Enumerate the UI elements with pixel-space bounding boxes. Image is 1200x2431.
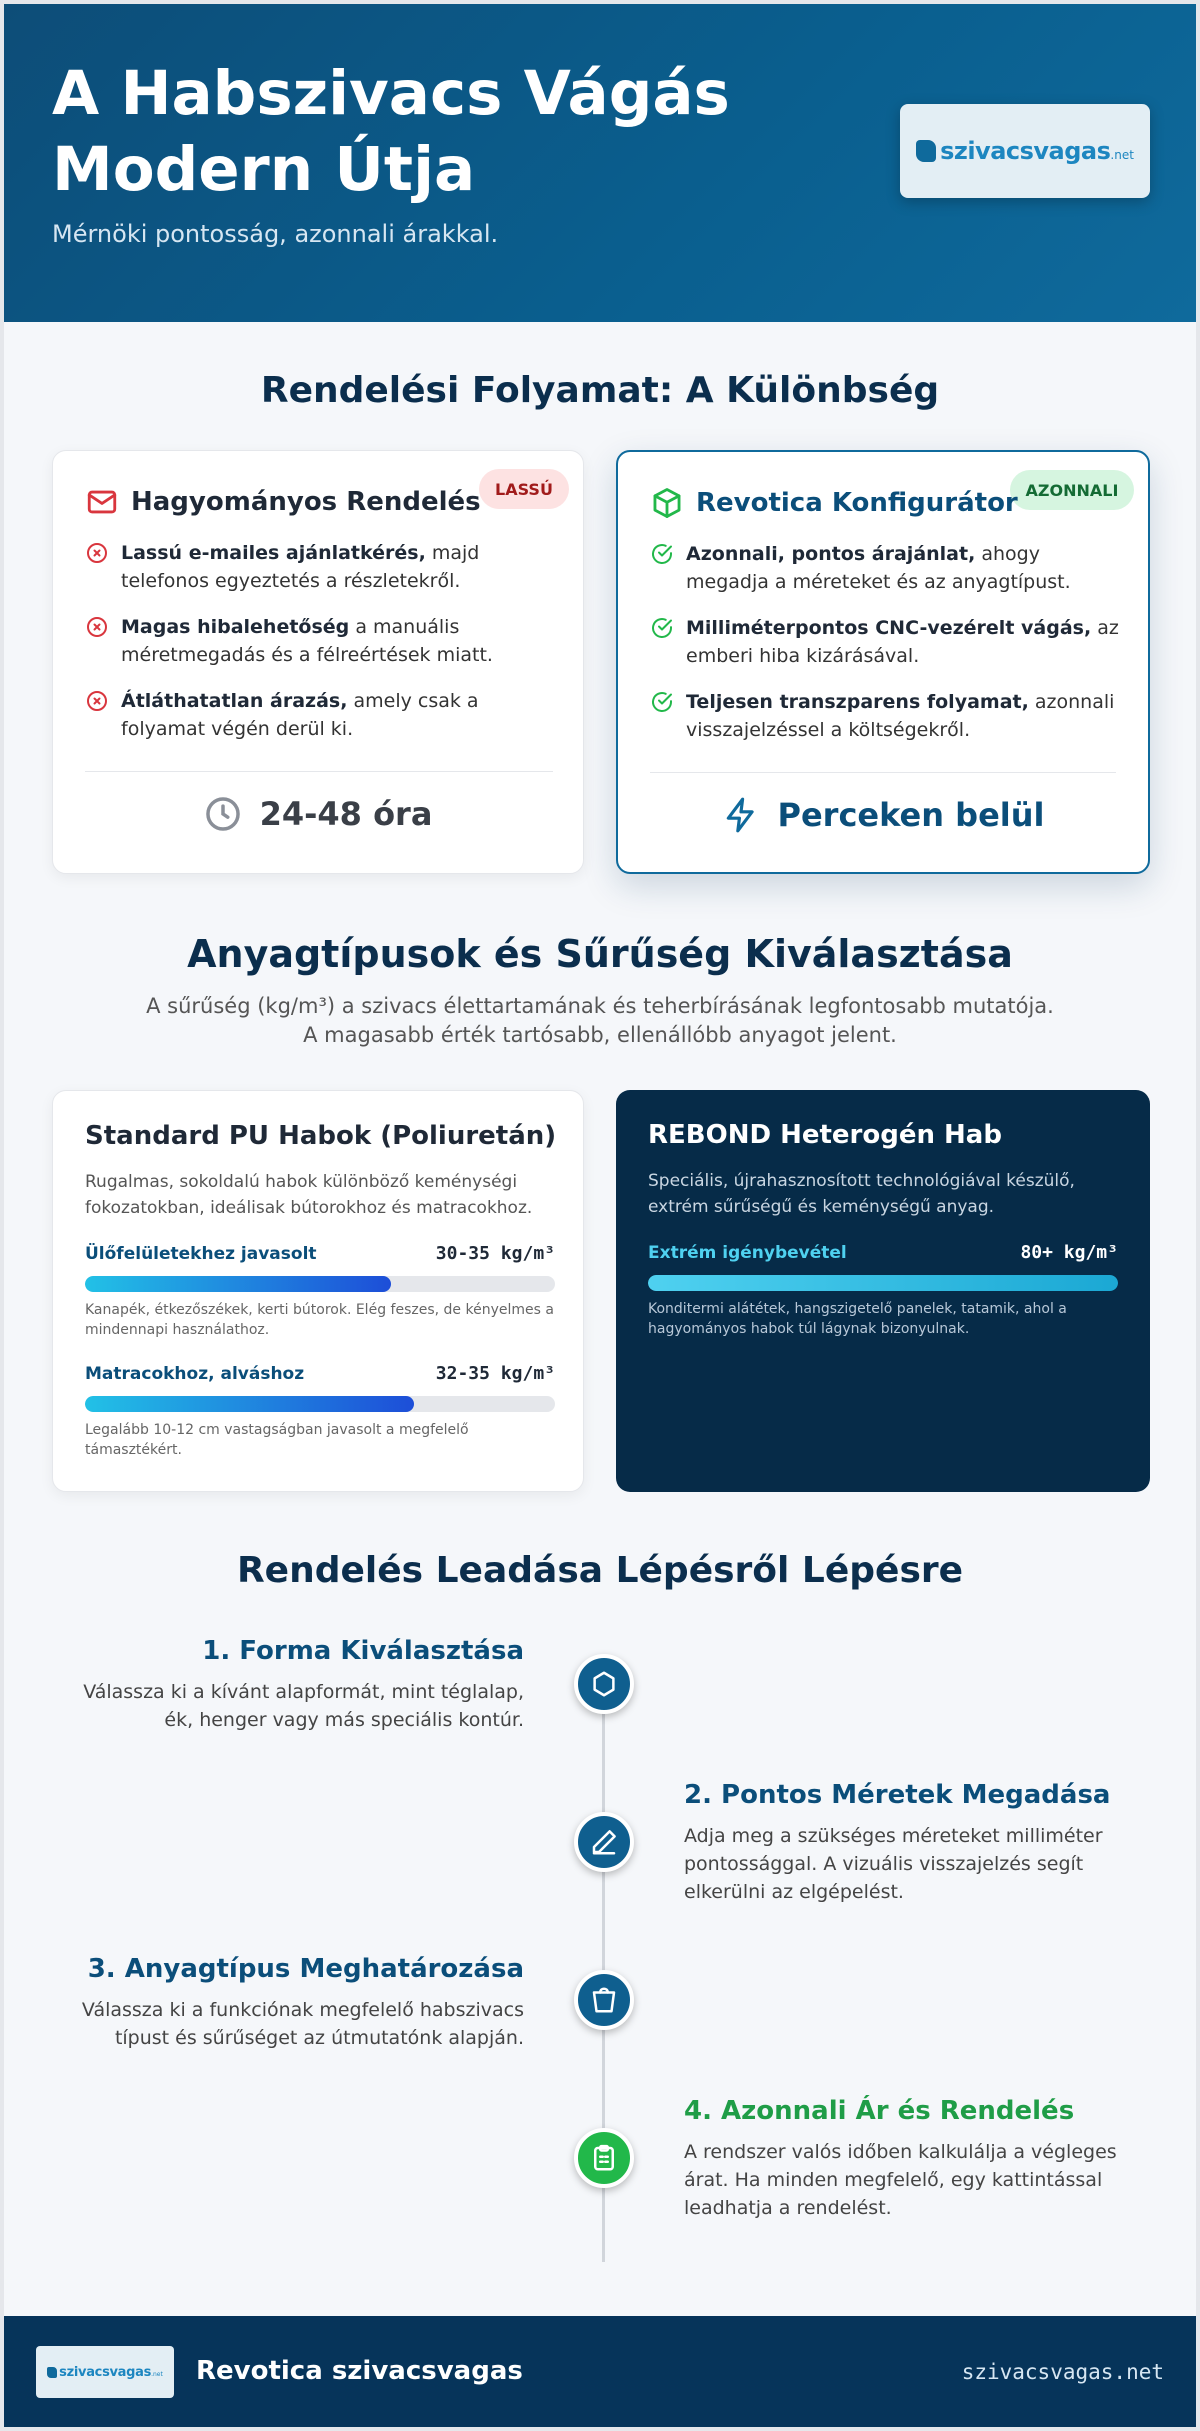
rebond-card-desc: Speciális, újrahasznosított technológiával készülő, extrém sűrűségű és keménységű anyag.: [648, 1171, 1075, 1217]
traditional-order-card: [52, 450, 584, 874]
footer-url-link[interactable]: szivacsvagas.net: [961, 2360, 1164, 2384]
check-circle-icon: [650, 690, 674, 714]
revotica-time-row: [618, 796, 1148, 834]
traditional-time-row: [53, 795, 583, 833]
step-1-node: [574, 1654, 634, 1714]
footer: [4, 2316, 1196, 2431]
use-note: Legalább 10-12 cm vastagságban javasolt a megfelelő támasztékért.: [85, 1422, 469, 1458]
list-item: [650, 688, 1120, 744]
brand-logo[interactable]: [900, 104, 1150, 198]
item-bold: Magas hibalehetőség: [121, 616, 350, 638]
step-1: [56, 1636, 524, 1734]
list-item: [85, 687, 555, 743]
page-title: A Habszivacs Vágás Modern Útja: [52, 58, 730, 205]
density-bar: [85, 1396, 555, 1412]
standard-pu-card: [52, 1090, 584, 1492]
card-divider: [85, 771, 553, 772]
density-value: 30-35 kg/m³: [435, 1243, 555, 1264]
x-circle-icon: [85, 541, 109, 565]
density-bar: [648, 1275, 1118, 1291]
clock-icon: [204, 795, 242, 833]
density-use-item: [648, 1242, 1118, 1339]
use-name: Matracokhoz, alváshoz: [85, 1363, 305, 1384]
use-name: Extrém igénybevétel: [648, 1242, 847, 1263]
list-item: [85, 539, 555, 595]
check-circle-icon: [650, 542, 674, 566]
x-circle-icon: [85, 615, 109, 639]
bucket-icon: [589, 1985, 619, 2015]
page-subtitle: Mérnöki pontosság, azonnali árakkal.: [52, 220, 499, 248]
fast-badge: AZONNALI: [1010, 470, 1134, 510]
pencil-icon: [589, 1827, 619, 1857]
revotica-card-title: Revotica Konfigurátor: [696, 488, 1018, 518]
item-bold: Átláthatatlan árazás,: [121, 690, 348, 712]
steps-section-title: Rendelés Leadása Lépésről Lépésre: [236, 1550, 964, 1591]
step-text: Válassza ki a funkciónak megfelelő habszivacs típust és sűrűséget az útmutatónk alapján.: [81, 1999, 524, 2049]
list-item: [650, 540, 1120, 596]
revotica-configurator-card: [616, 450, 1150, 874]
revotica-time: Perceken belül: [777, 796, 1045, 834]
list-item: [85, 613, 555, 669]
density-bar-fill: [648, 1275, 1118, 1291]
step-title: 3. Anyagtípus Meghatározása: [87, 1954, 524, 1984]
density-bar-fill: [85, 1276, 391, 1292]
step-4: [684, 2096, 1152, 2222]
item-text: azonnali visszajelzéssel a költségekről.: [686, 691, 1115, 741]
footer-logo-text: szivacsvagas: [59, 2364, 152, 2380]
check-circle-icon: [650, 616, 674, 640]
mail-icon: [85, 485, 119, 519]
revotica-list: [650, 540, 1120, 762]
item-bold: Azonnali, pontos árajánlat,: [686, 543, 976, 565]
density-value: 32-35 kg/m³: [435, 1363, 555, 1384]
density-bar: [85, 1276, 555, 1292]
use-note: Konditermi alátétek, hangszigetelő panelek, tatamik, ahol a hagyományos habok túl lágynak bizonyulnak.: [648, 1301, 1067, 1337]
density-bar-fill: [85, 1396, 414, 1412]
step-text: Válassza ki a kívánt alapformát, mint téglalap, ék, henger vagy más speciális kontúr.: [83, 1681, 524, 1731]
cube-icon: [650, 486, 684, 520]
footer-logo-tld: .net: [151, 2370, 163, 2378]
card-divider: [650, 772, 1116, 773]
density-use-item: [85, 1363, 555, 1460]
logo-mark-icon: [47, 2367, 57, 2378]
traditional-card-title: Hagyományos Rendelés: [131, 487, 481, 517]
step-text: A rendszer valós időben kalkulálja a végleges árat. Ha minden megfelelő, egy kattintással leadhatja a rendelést.: [684, 2141, 1117, 2219]
step-3: [56, 1954, 524, 2052]
step-title: 1. Forma Kiválasztása: [202, 1636, 524, 1666]
list-item: [650, 614, 1120, 670]
step-2: [684, 1780, 1152, 1906]
item-bold: Lassú e-mailes ajánlatkérés,: [121, 542, 426, 564]
hexagon-icon: [589, 1669, 619, 1699]
step-2-node: [574, 1812, 634, 1872]
item-bold: Teljesen transzparens folyamat,: [686, 691, 1029, 713]
hero-header: [4, 4, 1196, 322]
density-use-item: [85, 1243, 555, 1340]
step-4-node: [574, 2128, 634, 2188]
logo-mark-icon: [916, 140, 936, 162]
logo-tld: .net: [1110, 148, 1134, 162]
item-bold: Milliméterpontos CNC-vezérelt vágás,: [686, 617, 1092, 639]
use-note: Kanapék, étkezőszékek, kerti bútorok. Elég feszes, de kényelmes a mindennapi használathoz.: [85, 1302, 554, 1338]
traditional-list: [85, 539, 555, 761]
materials-section-title: Anyagtípusok és Sűrűség Kiválasztása: [187, 932, 1013, 976]
clipboard-icon: [589, 2143, 619, 2173]
item-text: az emberi hiba kizárásával.: [686, 617, 1119, 667]
standard-card-title: Standard PU Habok (Poliuretán): [85, 1121, 557, 1151]
slow-badge: LASSÚ: [479, 469, 569, 509]
item-text: amely csak a folyamat végén derül ki.: [121, 690, 479, 740]
standard-card-desc: Rugalmas, sokoldalú habok különböző keménységi fokozatokban, ideálisak bútorokhoz és matracokhoz.: [85, 1172, 533, 1218]
x-circle-icon: [85, 689, 109, 713]
step-3-node: [574, 1970, 634, 2030]
rebond-card-title: REBOND Heterogén Hab: [648, 1120, 1002, 1150]
item-text: a manuális méretmegadás és a félreértések miatt.: [121, 616, 493, 666]
footer-logo[interactable]: [36, 2346, 174, 2398]
lightning-icon: [722, 796, 760, 834]
step-text: Adja meg a szükséges méreteket milliméter pontossággal. A vizuális visszajelzés segít elkerülni az elgépelést.: [684, 1825, 1103, 1903]
density-value: 80+ kg/m³: [1020, 1242, 1118, 1263]
rebond-card: [616, 1090, 1150, 1492]
item-text: ahogy megadja a méreteket és az anyagtípust.: [686, 543, 1071, 593]
logo-text: szivacsvagas: [940, 137, 1111, 165]
footer-brand-name: Revotica szivacsvagas: [196, 2356, 523, 2386]
step-title: 4. Azonnali Ár és Rendelés: [684, 2096, 1075, 2126]
step-title: 2. Pontos Méretek Megadása: [684, 1780, 1111, 1810]
traditional-time: 24-48 óra: [259, 795, 433, 833]
materials-intro: A sűrűség (kg/m³) a szivacs élettartamának és teherbírásának legfontosabb mutatója. A magasabb érték tartósabb, ellenállóbb anyagot jelent.: [146, 994, 1054, 1047]
use-name: Ülőfelületekhez javasolt: [85, 1243, 317, 1264]
process-section-title: Rendelési Folyamat: A Különbség: [260, 370, 940, 411]
item-text: majd telefonos egyeztetés a részletekről.: [121, 542, 480, 592]
